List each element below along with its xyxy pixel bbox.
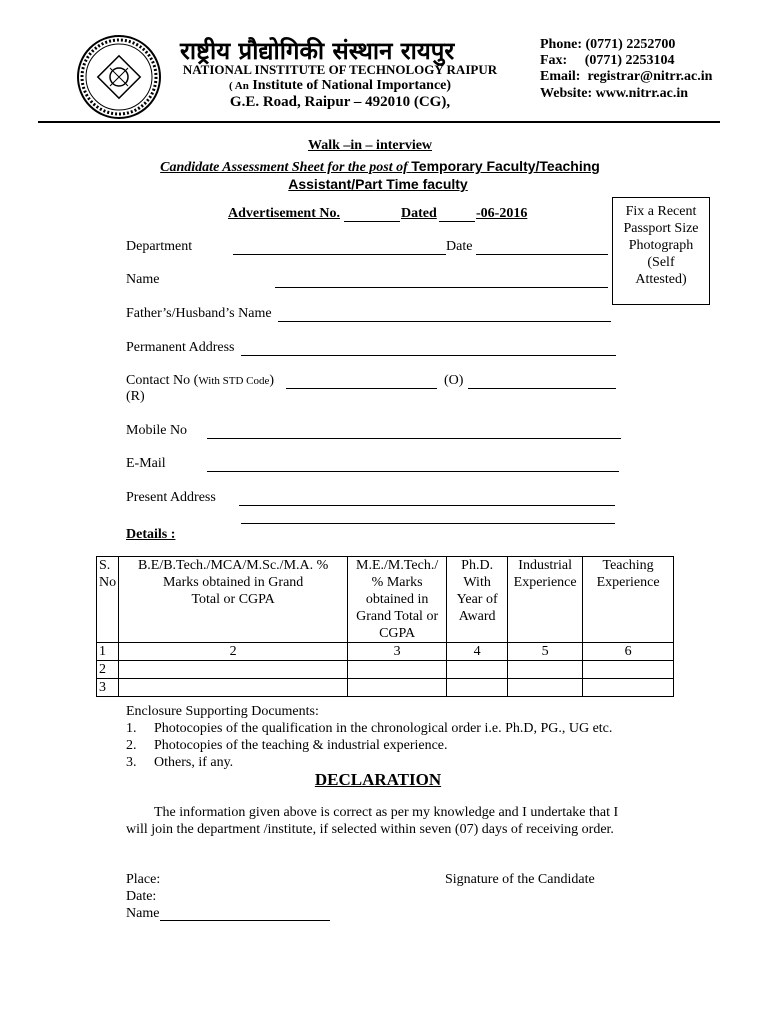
advertisement-date-value: -06-2016 <box>476 206 528 221</box>
photo-text-2: Passport Size <box>623 221 699 236</box>
header-teaching: Teaching Experience <box>583 557 674 643</box>
contact-std: With STD Code <box>198 375 270 387</box>
table-cell[interactable] <box>119 679 348 697</box>
table-cell[interactable]: 2 <box>119 643 348 661</box>
photo-text-1: Fix a Recent <box>625 204 697 219</box>
email-label: E-Mail <box>126 456 166 471</box>
signature-label: Signature of the Candidate <box>445 872 595 887</box>
contact-r-label: (R) <box>126 389 145 404</box>
table-cell[interactable] <box>583 679 674 697</box>
table-cell[interactable] <box>348 679 447 697</box>
list-item: 2. Photocopies of the teaching & industrial experience. <box>126 738 448 753</box>
advertisement-label: Advertisement No. <box>228 206 340 221</box>
footer-name-label: Name <box>126 906 160 921</box>
date-field[interactable] <box>476 254 608 255</box>
declaration-line-2: will join the department /institute, if selected within seven (07) days of receiving order. <box>126 822 614 837</box>
contact-suffix: ) <box>269 373 275 388</box>
father-name-label: Father’s/Husband’s Name <box>126 306 272 321</box>
details-table <box>96 556 674 697</box>
name-label: Name <box>126 272 160 287</box>
institute-logo-icon <box>76 34 162 120</box>
photo-text-4: (Self <box>647 255 675 270</box>
mobile-field[interactable] <box>207 438 621 439</box>
mobile-label: Mobile No <box>126 423 188 438</box>
declaration-line-1: The information given above is correct as per my knowledge and I undertake that I <box>154 805 619 820</box>
contact-prefix: Contact No ( <box>126 373 199 388</box>
header-graduation: B.E/B.Tech./MCA/M.Sc./M.A. % Marks obtained in Grand Total or CGPA <box>119 557 348 643</box>
declaration-heading: DECLARATION <box>314 770 442 789</box>
table-cell[interactable] <box>583 661 674 679</box>
assessment-title <box>0 158 760 176</box>
table-header-row <box>97 557 674 643</box>
contact-o-field[interactable] <box>468 388 616 389</box>
table-cell[interactable]: 3 <box>348 643 447 661</box>
table-cell[interactable]: 4 <box>447 643 508 661</box>
table-cell[interactable] <box>119 661 348 679</box>
name-field[interactable] <box>275 287 608 288</box>
enclosure-heading: Enclosure Supporting Documents: <box>126 704 319 719</box>
assessment-post-2: Assistant/Part Time faculty <box>288 176 468 192</box>
table-cell[interactable] <box>508 661 583 679</box>
table-row <box>97 643 674 661</box>
present-address-label: Present Address <box>126 490 216 505</box>
institute-hindi-name: राष्ट्रीय प्रौद्योगिकी संस्थान रायपुर <box>180 37 455 65</box>
table-row <box>97 679 674 697</box>
table-cell[interactable]: 5 <box>508 643 583 661</box>
assessment-prefix: Candidate Assessment Sheet for the post of <box>160 160 408 175</box>
table-cell: 2 <box>97 661 119 679</box>
table-cell[interactable]: 6 <box>583 643 674 661</box>
footer-date-label: Date: <box>126 889 157 904</box>
importance-prefix: ( An <box>228 80 249 92</box>
institute-importance <box>160 78 520 94</box>
advertisement-dated: Dated <box>401 206 437 221</box>
list-item: 3. Others, if any. <box>126 755 234 770</box>
photo-text-5: Attested) <box>635 272 687 287</box>
table-cell: 1 <box>97 643 119 661</box>
department-label: Department <box>126 239 193 254</box>
table-cell[interactable] <box>348 661 447 679</box>
email-field[interactable] <box>207 471 619 472</box>
fax-number: Fax: (0771) 2253104 <box>540 53 675 68</box>
table-row <box>97 661 674 679</box>
assessment-post-1: Temporary Faculty/Teaching <box>411 158 600 174</box>
institute-address: G.E. Road, Raipur – 492010 (CG), <box>229 94 451 110</box>
table-cell[interactable] <box>508 679 583 697</box>
header-sno: S. No <box>97 557 119 643</box>
present-address-field-2[interactable] <box>241 523 615 524</box>
advertisement-date-line[interactable] <box>439 221 475 222</box>
walk-in-title: Walk –in – interview <box>307 138 433 153</box>
footer-name-field[interactable] <box>160 920 330 921</box>
contact-o-label: (O) <box>444 373 464 388</box>
contact-r-field[interactable] <box>286 388 437 389</box>
photo-box[interactable] <box>612 197 710 305</box>
permanent-address-label: Permanent Address <box>126 340 235 355</box>
details-heading: Details : <box>126 527 176 542</box>
header-divider <box>38 121 720 123</box>
header-phd: Ph.D. With Year of Award <box>447 557 508 643</box>
contact-label <box>126 373 274 389</box>
header-postgraduation: M.E./M.Tech./ % Marks obtained in Grand Total or CGPA <box>348 557 447 643</box>
present-address-field-1[interactable] <box>239 505 615 506</box>
table-cell[interactable] <box>447 661 508 679</box>
list-item: 1. Photocopies of the qualification in the chronological order i.e. Ph.D, PG., UG etc. <box>126 721 613 736</box>
institute-english-name: NATIONAL INSTITUTE OF TECHNOLOGY RAIPUR <box>182 62 498 77</box>
advertisement-line[interactable] <box>344 221 400 222</box>
email-address: Email: registrar@nitrr.ac.in <box>540 69 713 84</box>
father-name-field[interactable] <box>278 321 611 322</box>
website: Website: www.nitrr.ac.in <box>540 86 689 101</box>
photo-text-3: Photograph <box>628 238 694 253</box>
permanent-address-field[interactable] <box>241 355 616 356</box>
phone-number: Phone: (0771) 2252700 <box>540 37 676 52</box>
department-field[interactable] <box>233 254 446 255</box>
table-cell[interactable] <box>447 679 508 697</box>
date-label: Date <box>446 239 473 254</box>
table-cell: 3 <box>97 679 119 697</box>
place-label: Place: <box>126 872 161 887</box>
importance-text: Institute of National Importance) <box>252 78 452 93</box>
header-industrial: Industrial Experience <box>508 557 583 643</box>
